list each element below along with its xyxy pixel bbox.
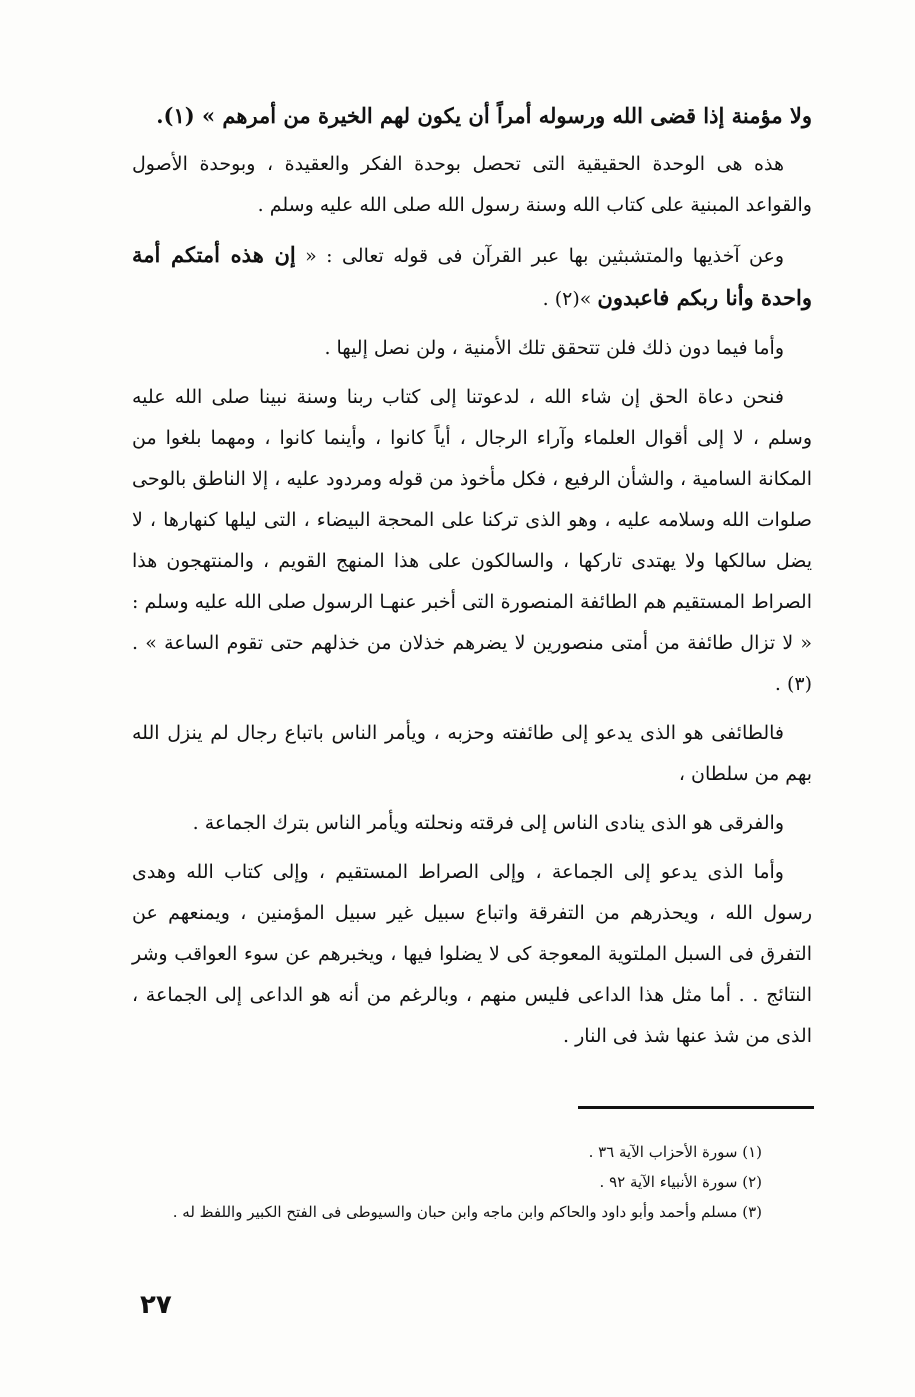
paragraph-3-end: »(٢) . [542,288,598,310]
footnote-3: (٣) مسلم وأحمد وأبو داود والحاكم وابن ماجه وابن حبان والسيوطى فى الفتح الكبير واللفظ له . [172,1203,762,1221]
paragraph-2: هذه هى الوحدة الحقيقية التى تحصل بوحدة الفكر والعقيدة ، وبوحدة الأصول والقواعد المبنية على كتاب الله وسنة رسول الله صلى الله عليه وسلم . [132,153,812,216]
paragraph-7: والفرقى هو الذى ينادى الناس إلى فرقته ونحلته ويأمر الناس بترك الجماعة . [192,812,784,834]
paragraph-1: ولا مؤمنة إذا قضى الله ورسوله أمراً أن يكون لهم الخيرة من أمرهم » (١). [156,103,812,128]
footnote-divider [578,1106,814,1109]
main-text [132,95,812,1065]
paragraph-3 [132,234,812,320]
paragraph-4: وأما فيما دون ذلك فلن تتحقق تلك الأمنية ، ولن نصل إليها . [324,337,784,359]
footnote-1: (١) سورة الأحزاب الآية ٣٦ . [588,1143,762,1161]
footnotes [132,1137,812,1227]
quran-quote: إن هذه أمتكم أمة واحدة وأنا ربكم فاعبدون [132,242,812,310]
footnote-2: (٢) سورة الأنبياء الآية ٩٢ . [599,1173,762,1191]
paragraph-5: فنحن دعاة الحق إن شاء الله ، لدعوتنا إلى كتاب ربنا وسنة نبينا صلى الله عليه وسلم ، لا إلى أقوال العلماء وآراء الرجال ، أياً كانوا ، وأينما كانوا ، ومهما بلغوا من المكانة السامية ، والشأن الرفيع ، فكل مأخوذ من قوله ومردود عليه ، إلا الناطق بالوحى صلوات الله وسلامه عليه ، وهو الذى تركنا على المحجة البيضاء ، التى ليلها كنهارها ، لا يضل سالكها ولا يهتدى تاركها ، والسالكون على هذا المنهج القويم ، والمنتهجون هذا الصراط المستقيم هم الطائفة المنصورة التى أخبر عنهـا الرسول صلى الله عليه وسلم : « لا تزال طائفة من أمتى منصورين لا يضرهم خذلان من خذلهم حتى تقوم الساعة » .(٣) . [132,386,812,695]
page-number: ٢٧ [140,1290,172,1320]
paragraph-6: فالطائفى هو الذى يدعو إلى طائفته وحزبه ، ويأمر الناس باتباع رجال لم ينزل الله بهم من سلطان ، [132,722,812,785]
paragraph-8: وأما الذى يدعو إلى الجماعة ، وإلى الصراط المستقيم ، وإلى كتاب الله وهدى رسول الله ، ويحذرهم من التفرقة واتباع سبيل غير سبيل المؤمنين ، ويمنعهم عن التفرق فى السبل الملتوية المعوجة كى لا يضلوا فيها ، ويخبرهم عن سوء العواقب وشر النتائج . . أما مثل هذا الداعى فليس منهم ، وبالرغم من أنه هو الداعى إلى الجماعة ، الذى من شذ عنها شذ فى النار . [132,861,812,1047]
paragraph-3-intro: وعن آخذيها والمتشبثين بها عبر القرآن فى قوله تعالى : « [295,245,784,267]
